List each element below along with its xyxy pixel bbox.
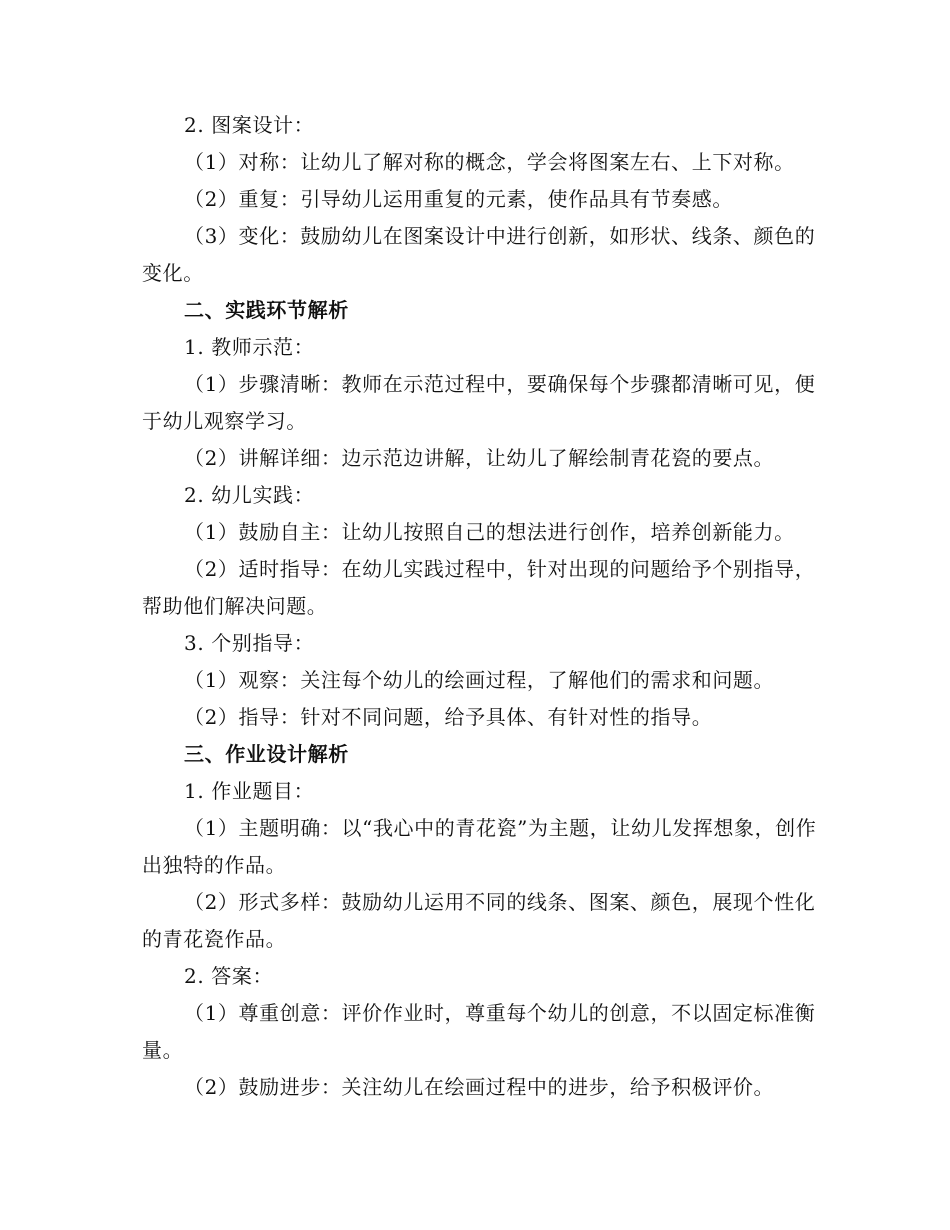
sub-detailed-explanation: （2）讲解详细：边示范边讲解，让幼儿了解绘制青花瓷的要点。: [184, 446, 775, 470]
item-homework-topic: 1. 作业题目：: [184, 779, 315, 803]
sub-repetition: （2）重复：引导幼儿运用重复的元素，使作品具有节奏感。: [184, 187, 733, 211]
section-heading-practice: 二、实践环节解析: [184, 298, 349, 322]
item-individual-guidance: 3. 个别指导：: [184, 631, 315, 655]
sub-clear-steps: （1）步骤清晰：教师在示范过程中，要确保每个步骤都清晰可见，便于幼儿观察学习。: [142, 372, 816, 433]
sub-timely-guidance: （2）适时指导：在幼儿实践过程中，针对出现的问题给予个别指导，帮助他们解决问题。: [142, 557, 816, 618]
sub-guidance: （2）指导：针对不同问题，给予具体、有针对性的指导。: [184, 705, 713, 729]
item-teacher-demo: 1. 教师示范：: [184, 335, 315, 359]
item-child-practice: 2. 幼儿实践：: [184, 483, 315, 507]
sub-diverse-forms: （2）形式多样：鼓励幼儿运用不同的线条、图案、颜色，展现个性化的青花瓷作品。: [142, 890, 816, 951]
sub-variation: （3）变化：鼓励幼儿在图案设计中进行创新，如形状、线条、颜色的变化。: [142, 224, 816, 285]
document-body: [142, 107, 822, 1106]
sub-symmetry: （1）对称：让幼儿了解对称的概念，学会将图案左右、上下对称。: [184, 150, 795, 174]
item-answers: 2. 答案：: [184, 964, 274, 988]
sub-encourage-progress: （2）鼓励进步：关注幼儿在绘画过程中的进步，给予积极评价。: [184, 1075, 775, 1099]
sub-observation: （1）观察：关注每个幼儿的绘画过程，了解他们的需求和问题。: [184, 668, 775, 692]
sub-encourage-autonomy: （1）鼓励自主：让幼儿按照自己的想法进行创作，培养创新能力。: [184, 520, 795, 544]
sub-respect-creativity: （1）尊重创意：评价作业时，尊重每个幼儿的创意，不以固定标准衡量。: [142, 1001, 816, 1062]
item-pattern-design: 2. 图案设计：: [184, 113, 315, 137]
section-heading-homework: 三、作业设计解析: [184, 742, 349, 766]
sub-clear-theme: （1）主题明确：以“我心中的青花瓷”为主题，让幼儿发挥想象，创作出独特的作品。: [142, 816, 817, 877]
